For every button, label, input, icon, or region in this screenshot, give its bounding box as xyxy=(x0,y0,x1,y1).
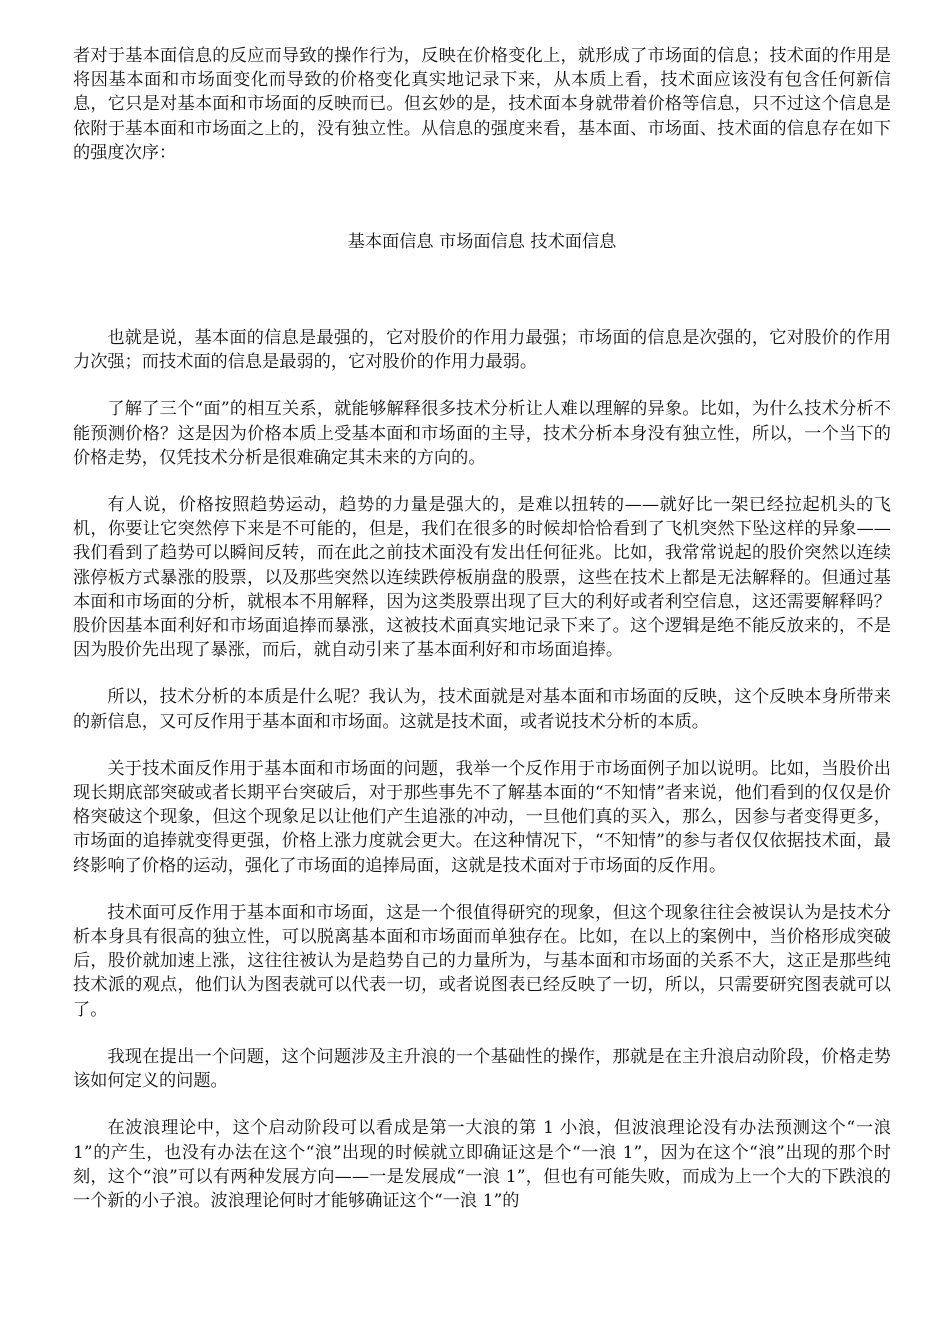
paragraph-8: 在波浪理论中，这个启动阶段可以看成是第一大浪的第 1 小浪，但波浪理论没有办法预测这个“一浪 1”的产生，也没有办法在这个“浪”出现的时候就立即确证这是个“一浪 1”，因为在这个“浪”出现的那个时刻，这个“浪”可以有两种发展方向——一是发展成“一浪 1”，但也有可能失败，而成为上一个大的下跌浪的一个新的小子浪。波浪理论何时才能够确证这个“一浪 1”的 xyxy=(73,1118,891,1211)
document-page xyxy=(73,44,891,1213)
paragraph-2: 了解了三个“面”的相互关系，就能够解释很多技术分析让人难以理解的异象。比如，为什么技术分析不能预测价格？这是因为价格本质上受基本面和市场面的主导，技术分析本身没有独立性，所以，一个当下的价格走势，仅凭技术分析是很难确定其未来的方向的。 xyxy=(73,399,891,468)
paragraph-6: 技术面可反作用于基本面和市场面，这是一个很值得研究的现象，但这个现象往往会被误认为是技术分析本身具有很高的独立性，可以脱离基本面和市场面而单独存在。比如，在以上的案例中，当价格形成突破后，股价就加速上涨，这往往被认为是趋势自己的力量所为，与基本面和市场面的关系不大，这正是那些纯技术派的观点，他们认为图表就可以代表一切，或者说图表已经反映了一切，所以，只需要研究图表就可以了。 xyxy=(73,902,891,1020)
intro-paragraph: 者对于基本面信息的反应而导致的操作行为，反映在价格变化上，就形成了市场面的信息；技术面的作用是将因基本面和市场面变化而导致的价格变化真实地记录下来，从本质上看，技术面应该没有包含任何新信息，它只是对基本面和市场面的反映而已。但玄妙的是，技术面本身就带着价格等信息，只不过这个信息是依附于基本面和市场面之上的，没有独立性。从信息的强度来看，基本面、市场面、技术面的信息存在如下的强度次序： xyxy=(73,46,891,163)
paragraph-3: 有人说，价格按照趋势运动，趋势的力量是强大的，是难以扭转的——就好比一架已经拉起机头的飞机，你要让它突然停下来是不可能的，但是，我们在很多的时候却恰恰看到了飞机突然下坠这样的异象——我们看到了趋势可以瞬间反转，而在此之前技术面没有发出任何征兆。比如，我常常说起的股价突然以连续涨停板方式暴涨的股票，以及那些突然以连续跌停板崩盘的股票，这些在技术上都是无法解释的。但通过基本面和市场面的分析，就根本不用解释，因为这类股票出现了巨大的利好或者利空信息，这还需要解释吗？股价因基本面利好和市场面追捧而暴涨，这被技术面真实地记录下来了。这个逻辑是绝不能反放来的，不是因为股价先出现了暴涨，而后，就自动引来了基本面利好和市场面追捧。 xyxy=(73,495,891,661)
paragraph-5: 关于技术面反作用于基本面和市场面的问题，我举一个反作用于市场面例子加以说明。比如，当股价出现长期底部突破或者长期平台突破后，对于那些事先不了解基本面的“不知情”者来说，他们看到的仅仅是价格突破这个现象，但这个现象足以让他们产生追涨的冲动，一旦他们真的买入，那么，因参与者变得更多，市场面的追捧就变得更强，价格上涨力度就会更大。在这种情况下，“不知情”的参与者仅仅依据技术面，最终影响了价格的运动，强化了市场面的追捧局面，这就是技术面对于市场面的反作用。 xyxy=(73,758,891,876)
paragraph-7: 我现在提出一个问题，这个问题涉及主升浪的一个基础性的操作，那就是在主升浪启动阶段，价格走势该如何定义的问题。 xyxy=(73,1046,891,1092)
paragraph-4: 所以，技术分析的本质是什么呢？我认为，技术面就是对基本面和市场面的反映，这个反映本身所带来的新信息，又可反作用于基本面和市场面。这就是技术面，或者说技术分析的本质。 xyxy=(73,687,891,732)
strength-order-line: 基本面信息 市场面信息 技术面信息 xyxy=(347,232,617,253)
paragraph-1: 也就是说，基本面的信息是最强的，它对股价的作用力最强；市场面的信息是次强的，它对股价的作用力次强；而技术面的信息是最弱的，它对股价的作用力最弱。 xyxy=(73,328,891,373)
